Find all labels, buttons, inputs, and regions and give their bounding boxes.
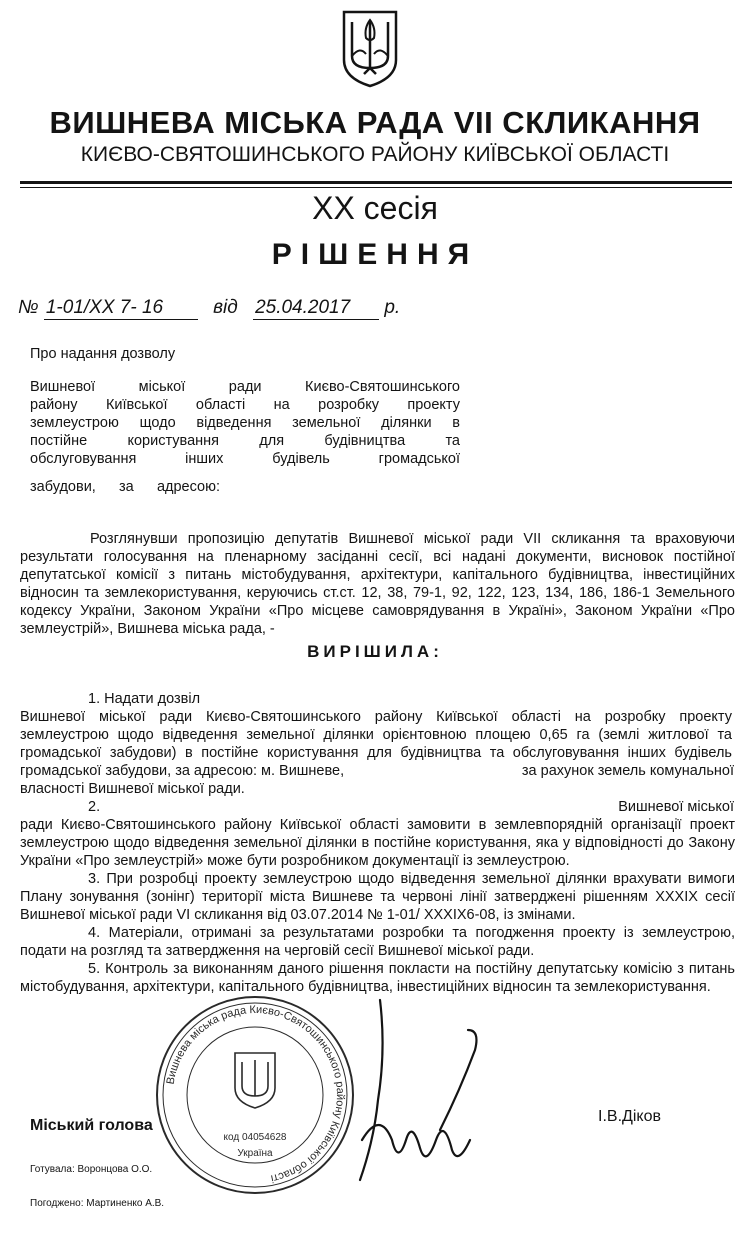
handwritten-signature bbox=[340, 990, 490, 1200]
stamp-ring-text: Вишнева міська рада Києво-Святошинського району Київської області bbox=[164, 1003, 347, 1185]
number-prefix: № bbox=[18, 297, 39, 318]
date-label: від bbox=[213, 297, 238, 318]
subject-line: землеустрою щодо відведення земельної ділянки в bbox=[30, 415, 460, 431]
district-subtitle: КИЄВО-СВЯТОШИНСЬКОГО РАЙОНУ КИЇВСЬКОЇ ОБЛАСТІ bbox=[80, 143, 670, 166]
item-5: 5. Контроль за виконанням даного рішення покласти на постійну депутатську комісію з питань містобудування, архітектури, капітального будівництва, інвестиційних відносин та землекористування. bbox=[20, 961, 735, 995]
session-title: XX сесія bbox=[312, 190, 438, 226]
item-1-body: Вишневої міської ради Києво-Святошинського району Київської області на розробку проекту землеустрою щодо відведення земельної ділянки орієнтовною площею 0,65 га (землі житлової та громадської забудови) в постійне користування для будівництва та обслуговування інших будівель громадської забудови, за адресою: м. Вишневе, bbox=[20, 709, 732, 779]
item-4: 4. Матеріали, отримані за результатами розробки та погодження проекту із землеустрою, подати на розгляд та затвердження на черговій сесії Вишневої міської ради. bbox=[20, 925, 735, 959]
agreed-by: Погоджено: Мартиненко А.В. bbox=[30, 1198, 165, 1209]
preamble bbox=[20, 530, 735, 638]
header-rule-thick bbox=[20, 181, 732, 184]
item-2-heading: 2. bbox=[88, 799, 101, 815]
decision-number: 1-01/XX 7- 16 bbox=[44, 297, 198, 320]
stamp-code: код 04054628 bbox=[223, 1132, 287, 1143]
item-2-body: ради Києво-Святошинського району Київської області замовити в землевпорядній організації проект землеустрою щодо відведення земельної ділянки в постійне користування, яка у відповідності до Закону України «Про землеустрій» може бути розробником документації із землеустрою. bbox=[20, 817, 735, 869]
item-1-heading: 1. Надати дозвіл bbox=[88, 691, 201, 707]
stamp-country: Україна bbox=[237, 1148, 273, 1159]
subject-line: району Київської області на розробку проекту bbox=[30, 397, 460, 413]
decision-number-line bbox=[18, 297, 400, 320]
subject-line: Вишневої міської ради Києво-Святошинського bbox=[30, 379, 460, 395]
trident-coat-of-arms-icon bbox=[340, 8, 400, 88]
subject-line: обслуговування інших будівель громадської bbox=[30, 451, 460, 467]
decision-title: РІШЕННЯ bbox=[271, 238, 479, 271]
subject-block bbox=[30, 378, 460, 468]
item-1-body-end: власності Вишневої міської ради. bbox=[20, 781, 245, 797]
date-suffix: р. bbox=[384, 297, 401, 318]
subject-last-line: забудови, за адресою: bbox=[30, 479, 220, 495]
subject-line: постійне користування для будівництва та bbox=[30, 433, 460, 449]
signatory-title: Міський голова bbox=[30, 1117, 153, 1134]
item-2-right: Вишневої міської bbox=[618, 799, 734, 815]
preamble-text: Розглянувши пропозицію депутатів Вишневої міської ради VII скликання та враховуючи результати голосування на пленарному засіданні сесії, всі надані документи, висновок постійної депутатської комісії з питань містобудування, архітектури, капітального будівництва, інвестиційних відносин та землекористування, керуючись ст.ст. 12, 38, 79-1, 92, 122, 123, 134, 186, 186-1 Земельного кодексу України, Законом України «Про місцеве самоврядування в Україні», Законом України «Про землеустрій», Вишнева міська рада, - bbox=[20, 531, 735, 637]
subject-intro: Про надання дозволу bbox=[30, 346, 176, 362]
header-rule-thin bbox=[20, 187, 732, 188]
signatory-name: І.В.Діков bbox=[598, 1108, 661, 1125]
decision-date: 25.04.2017 bbox=[253, 297, 379, 320]
item-3: 3. При розробці проекту землеустрою щодо відведення земельної ділянки врахувати вимоги Плану зонування (зонінг) території міста Вишневе та червоні лінії затверджені рішенням XXXIX сесії Вишневої міської ради VI скликання від 03.07.2014 № 1-01/ XXXIX6-08, із змінами. bbox=[20, 871, 735, 923]
item-1-body-tail: за рахунок земель комунальної bbox=[521, 763, 734, 779]
official-stamp bbox=[150, 990, 360, 1200]
resolved-heading: ВИРІШИЛА: bbox=[307, 642, 443, 661]
stamp-trident-icon bbox=[235, 1053, 275, 1108]
prepared-by: Готувала: Воронцова О.О. bbox=[30, 1164, 153, 1175]
council-title: ВИШНЕВА МІСЬКА РАДА VII СКЛИКАННЯ bbox=[49, 105, 701, 140]
